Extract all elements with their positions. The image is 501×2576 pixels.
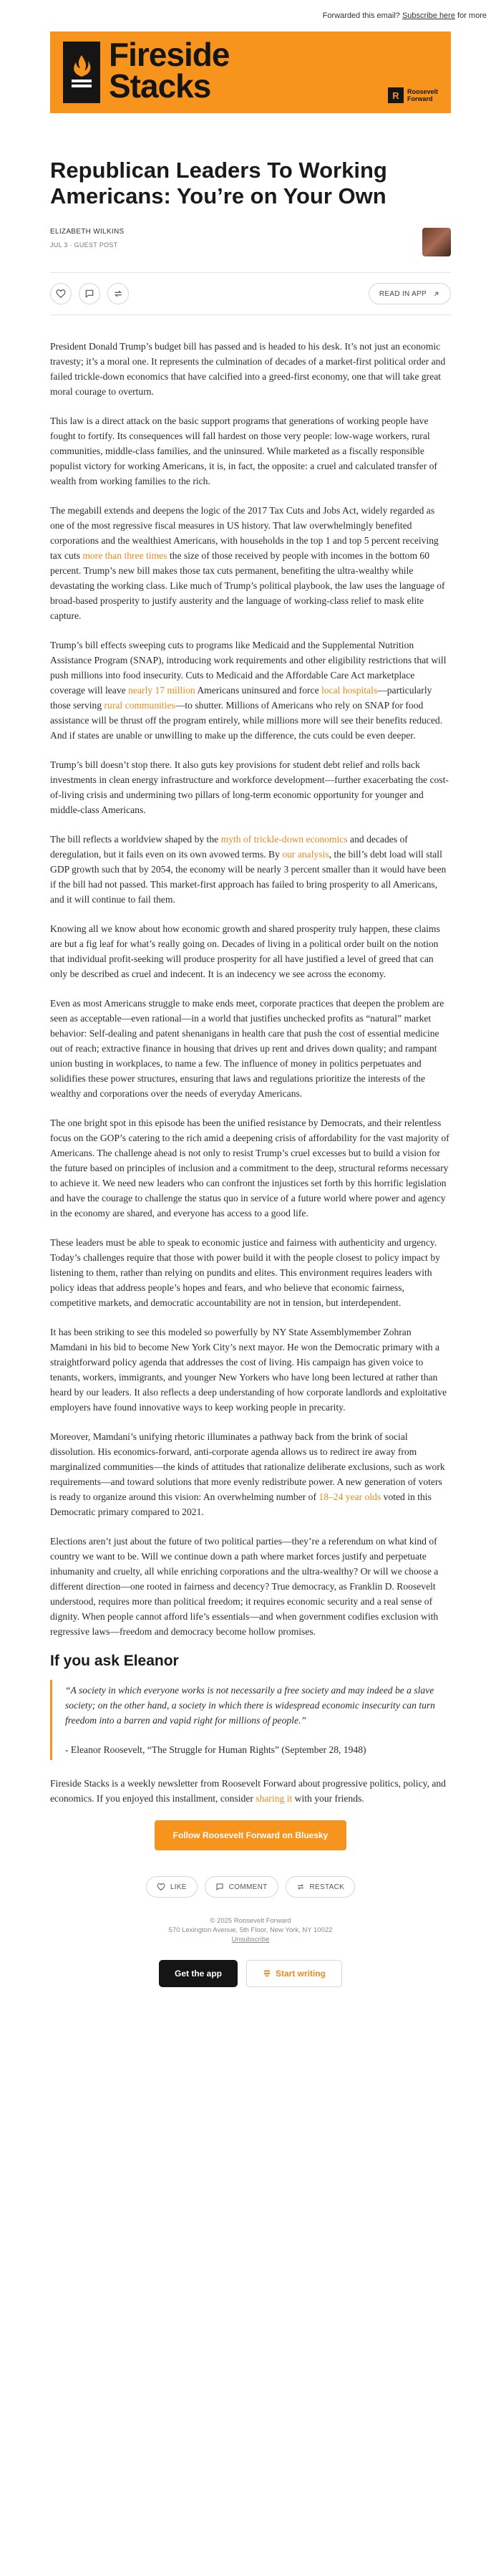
author-avatar[interactable] [422, 228, 451, 256]
paragraph: Trump’s bill doesn’t stop there. It also guts key provisions for student debt relief and rolls back investments in clean energy infrastructure and workforce development—further exacerbating the cost-of-living crisis and undermining two pillars of long-term economic opportunity for younger and middle-class Americans. [50, 759, 449, 815]
follow-bluesky-button[interactable]: Follow Roosevelt Forward on Bluesky [155, 1820, 347, 1850]
restack-icon[interactable] [107, 283, 129, 304]
closing-paragraph: Fireside Stacks is a weekly newsletter from Roosevelt Forward about progressive politics, policy, and economics. If you enjoyed this installment, consider sharing it with your friends. [50, 1778, 446, 1804]
section-heading: If you ask Eleanor [50, 1653, 179, 1669]
author-name[interactable]: ELIZABETH WILKINS [50, 228, 125, 236]
paragraph: This law is a direct attack on the basic support programs that generations of working people have fought to fortify. Its consequences will fall hardest on those very people: low-wage workers, rural communities, middle-class families, and the uninsured. While marketed as a fiscally responsible populist victory for working Americans, it is, in fact, the opposite: a cruel and calculated transfer of wealth from working families to the rich. [50, 415, 437, 486]
post-body [50, 339, 451, 1806]
paragraph: The bill reflects a worldview shaped by the myth of trickle-down economics and decades of deregulation, but it fails even on its own avowed terms. By our analysis, the bill’s debt load will stall GDP growth such that by 2054, the economy will be nearly 3 percent smaller than it would have been if the bill had not passed. This market-first approach has failed to bring prosperity to all Americans, and it will continue to fail them. [50, 834, 447, 905]
comment-button[interactable]: COMMENT [205, 1876, 278, 1898]
read-in-app-button[interactable]: READ IN APP [369, 283, 451, 304]
footer [50, 1916, 451, 1944]
copyright: © 2025 Roosevelt Forward [210, 1917, 291, 1925]
comment-icon[interactable] [79, 283, 100, 304]
newsletter-title: Fireside Stacks [109, 36, 230, 105]
inline-link[interactable]: myth of trickle-down economics [220, 834, 348, 845]
paragraph: It has been striking to see this modeled so powerfully by NY State Assemblymember Zohran Mamdani in his bid to become New York City’s next mayor. He won the Democratic primary with a straightforward policy agenda that addresses the cost of living. His campaign has given voice to tenants, workers, immigrants, and younger New Yorkers who have long been lectured at rather than heard by our leaders. It also reflects a deep understanding of how corporate landlords and exploitative employers have found innovative ways to keep working people in precarity. [50, 1327, 447, 1413]
paragraph: These leaders must be able to speak to economic justice and fairness with authenticity and urgency. Today’s challenges require that those with power build it with the people closest to policy impact by listening to them, rather than relying on pundits and elites. This environment requires leaders with policy ideas that address people’s hopes and fears, and who believe that economic fairness, competitive markets, and democratic accountability are not in tension, but interdependent. [50, 1237, 440, 1308]
start-writing-icon [263, 1969, 271, 1978]
inline-link[interactable]: nearly 17 million [128, 685, 195, 696]
like-icon[interactable] [50, 283, 72, 304]
quote-text: “A society in which everyone works is not necessarily a free society and may indeed be a slave society; on the other hand, a society in which there is widespread economic insecurity can turn freedom into a barren and vapid right for millions of people.” [65, 1685, 435, 1726]
paragraph: Even as most Americans struggle to make ends meet, corporate practices that deepen the problem are seen as acceptable—even rational—in a world that justifies unchecked profits as “natural” market behavior: Self-dealing and patent shenanigans in health care that push the cost of essential medicine out of reach; extractive finance in housing that drives up rent and drives down quality; and rampant union busting in workplaces, to name a few. The influence of money in politics perpetuates and solidifies these power structures, ensuring that laws and regulations prioritize the interests of the wealthy and corporations over the needs of everyday Americans. [50, 998, 444, 1099]
newsletter-banner[interactable] [50, 32, 451, 113]
inline-link[interactable]: our analysis [282, 849, 329, 860]
paragraph: The one bright spot in this episode has been the unified resistance by Democrats, and their relentless focus on the GOP’s catering to the rich amid a deepening crisis of affordability for the vast majority of Americans. The challenge ahead is not only to resist Trump’s cruel excesses but to build a vision for the future based on principles of inclusion and a commitment to the deep, structural reforms necessary to achieve it. We need new leaders who can confront the injustices set forth by this horrific legislation and have the courage to challenge the status quo in service of a future world where power and agency in the economy are shared, and everyone has access to a good life. [50, 1118, 449, 1219]
roosevelt-forward-logo: R Roosevelt Forward [388, 87, 438, 103]
inline-link[interactable]: rural communities [104, 700, 175, 711]
heart-icon [157, 1883, 165, 1891]
forward-suffix: for more [457, 11, 487, 20]
forward-bar [0, 0, 501, 32]
inline-link[interactable]: more than three times [82, 550, 167, 561]
forward-text: Forwarded this email? [322, 11, 400, 20]
fire-stack-logo-icon [63, 42, 100, 103]
restack-arrows-icon [296, 1883, 305, 1891]
eleanor-quote [50, 1680, 451, 1760]
subscribe-link[interactable]: Subscribe here [402, 11, 455, 20]
unsubscribe-link[interactable]: Unsubscribe [231, 1936, 270, 1943]
paragraph: The megabill extends and deepens the logic of the 2017 Tax Cuts and Jobs Act, widely regarded as one of the most regressive fiscal measures in US history. That law overwhelmingly benefited corporations and the wealthiest Americans, with households in the top 1 and top 5 percent receiving tax cuts more than three times the size of those received by people with incomes in the bottom 60 percent. Trump’s new bill makes those tax cuts permanent, benefiting the ultra-wealthy while devastating the working class. Like much of Trump’s political playbook, the law uses the language of broad-based prosperity to justify austerity and the language of working-class relief to mask elite capture. [50, 505, 445, 621]
inline-link[interactable]: 18–24 year olds [318, 1491, 381, 1502]
address: 570 Lexington Avenue, 5th Floor, New York, NY 10022 [168, 1926, 333, 1934]
inline-link[interactable]: local hospitals [321, 685, 378, 696]
post-title[interactable]: Republican Leaders To Working Americans: You’re on Your Own [50, 158, 387, 208]
get-app-button[interactable]: Get the app [159, 1960, 238, 1987]
paragraph: Moreover, Mamdani’s unifying rhetoric illuminates a pathway back from the brink of social dissolution. His economics-forward, anti-corporate agenda allows us to redirect ire away from marginalized communities—the kinds of attitudes that rationalize deliberate exclusions, such as work requirements—and toward solutions that more evenly redistribute power. A new generation of voters is ready to organize around this vision: An overwhelming number of 18–24 year olds voted in this Democratic primary compared to 2021. [50, 1431, 445, 1517]
start-writing-button[interactable]: Start writing [246, 1960, 342, 1987]
restack-button[interactable]: RESTACK [286, 1876, 356, 1898]
like-button[interactable]: LIKE [146, 1876, 198, 1898]
share-link[interactable]: sharing it [256, 1793, 293, 1804]
paragraph: Trump’s bill effects sweeping cuts to programs like Medicaid and the Supplemental Nutrition Assistance Program (SNAP), introducing work requirements and other eligibility restrictions that will push millions into food insecurity. Cuts to Medicaid and the Affordable Care Act marketplace coverage will leave nearly 17 million Americans uninsured and force local hospitals—particularly those serving rural communities—to shutter. Millions of Americans who rely on SNAP for food assistance will be thrust off the program entirely, while millions more will see their benefits reduced. And if states are unable or unwilling to make up the difference, the cuts could be even deeper. [50, 640, 447, 741]
roosevelt-mark-icon: R [388, 87, 404, 103]
post-meta: JUL 3 · GUEST POST [50, 241, 118, 249]
reaction-bar [50, 1876, 451, 1898]
paragraph: President Donald Trump’s budget bill has passed and is headed to his desk. It’s not just an economic travesty; it’s a moral one. It represents the culmination of decades of a market-first political order and failed trickle-down economics that have calcified into a greed-first economy, one that will take great moral courage to overturn. [50, 341, 446, 397]
post-actions-bar [50, 272, 451, 315]
paragraph: Elections aren’t just about the future of two political parties—they’re a referendum on what kind of country we want to be. Will we continue down a path where market forces justify and perpetuate inhumanity and cruelty, all while enriching corporations and the ultra-wealthy? Or will we choose a different direction—one rooted in fairness and decency? True democracy, as Franklin D. Roosevelt understood, requires more than political freedom; it requires economic security and a real sense of dignity. When people cannot afford life’s essentials—and when government codifies exclusion with regressive laws—freedom and democracy become hollow promises. [50, 1536, 439, 1637]
comment-bubble-icon [215, 1883, 224, 1891]
paragraph: Knowing all we know about how economic growth and shared prosperity truly happen, these claims are but a fig leaf for what’s really going on. Decades of living in a political order built on the notion that individual profit-seeking will produce prosperity for all have justified a level of greed that can only be described as cruel and indecent. It is an indecency we see across the economy. [50, 923, 440, 979]
quote-citation: - Eleanor Roosevelt, “The Struggle for Human Rights” (September 28, 1948) [65, 1744, 366, 1755]
external-link-icon [432, 290, 440, 298]
